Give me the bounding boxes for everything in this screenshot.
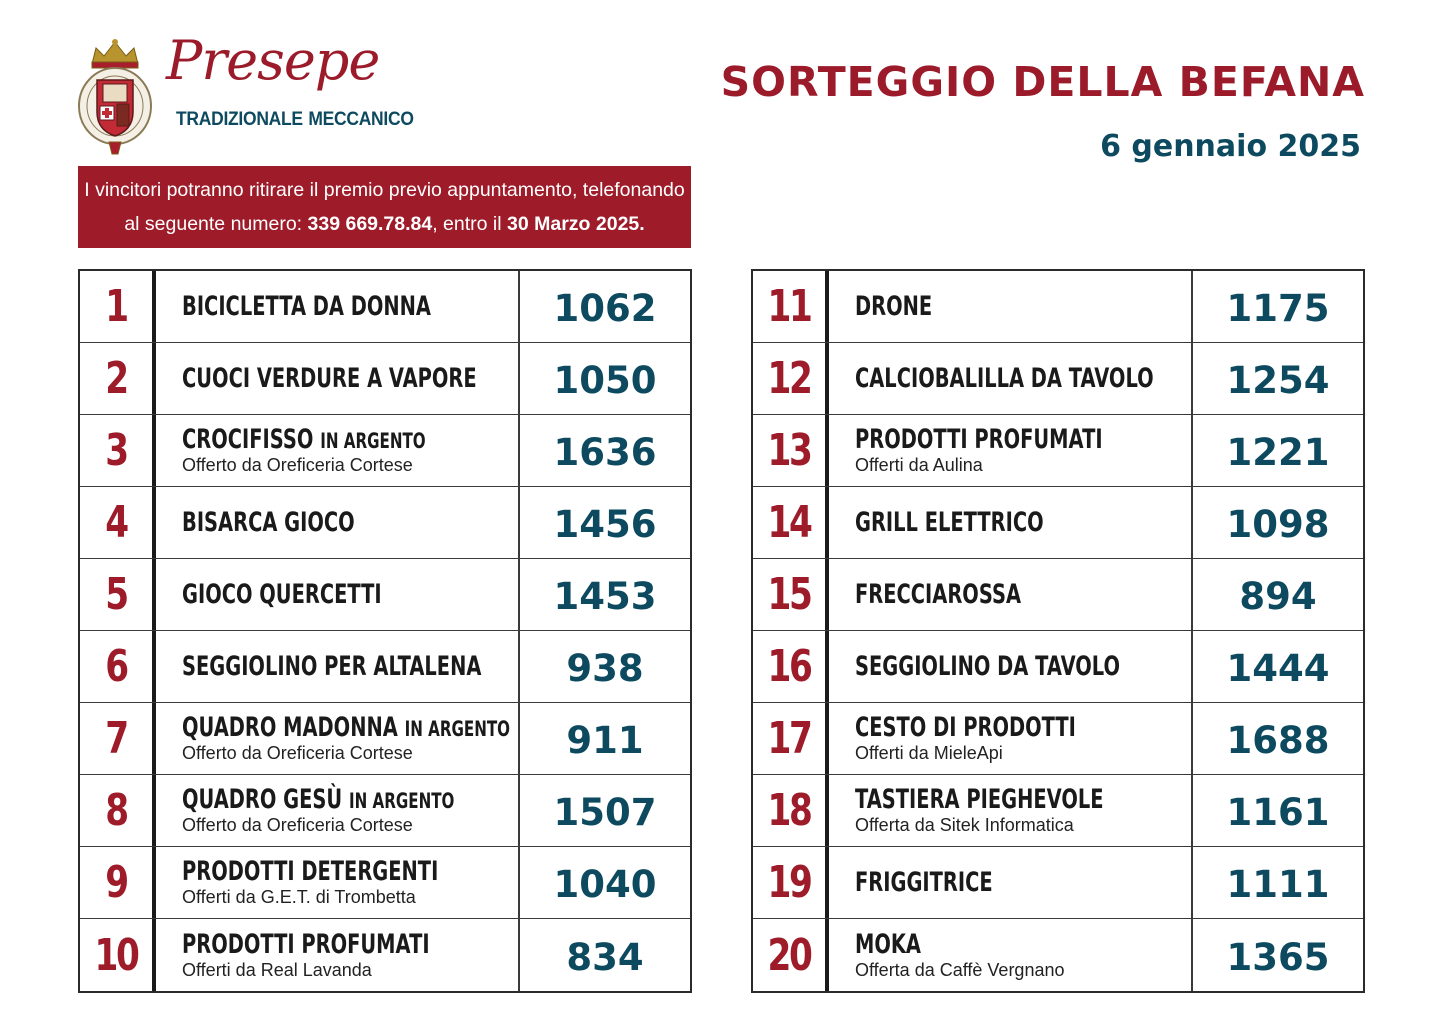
notice-line-1: I vincitori potranno ritirare il premio previo appuntamento, telefonando xyxy=(84,179,685,201)
prize-number: 13 xyxy=(767,425,811,476)
column-divider xyxy=(825,415,829,486)
column-divider xyxy=(825,559,829,630)
prize-number: 1 xyxy=(105,281,127,332)
table-row xyxy=(753,847,1363,919)
table-row xyxy=(753,487,1363,559)
column-divider xyxy=(152,415,156,486)
table-row xyxy=(753,415,1363,487)
prize-number: 4 xyxy=(105,497,127,548)
table-row xyxy=(753,343,1363,415)
prize-number: 16 xyxy=(767,641,811,692)
prize-name: PRODOTTI PROFUMATI xyxy=(182,928,430,960)
prize-name: QUADRO GESÙ xyxy=(182,784,343,816)
table-row xyxy=(80,487,690,559)
prize-name: QUADRO MADONNA xyxy=(182,712,398,744)
winning-ticket-number: 1254 xyxy=(1226,359,1330,402)
column-divider xyxy=(825,847,829,918)
notice-banner xyxy=(78,166,691,248)
prize-name-line xyxy=(855,784,1104,816)
table-row xyxy=(80,775,690,847)
prize-donor: Offerto da Oreficeria Cortese xyxy=(182,815,413,836)
column-divider xyxy=(152,775,156,846)
prize-description xyxy=(855,847,1191,918)
prize-name: CALCIOBALILLA DA TAVOLO xyxy=(855,363,1154,394)
winning-ticket-number: 911 xyxy=(566,719,644,762)
prize-number: 7 xyxy=(105,713,127,764)
prize-name: CROCIFISSO xyxy=(182,424,314,456)
coat-of-arms-icon xyxy=(76,38,154,156)
prize-description xyxy=(855,631,1191,702)
notice-phone: 339 669.78.84 xyxy=(307,213,433,235)
column-divider xyxy=(825,343,829,414)
prize-description xyxy=(182,559,518,630)
notice-deadline: 30 Marzo 2025. xyxy=(507,213,645,235)
table-row xyxy=(753,559,1363,631)
prize-name-line xyxy=(182,363,477,394)
prize-name-line xyxy=(855,581,1097,608)
prize-name-line xyxy=(182,856,439,888)
winning-ticket-number: 834 xyxy=(566,935,644,979)
winning-ticket-number: 1175 xyxy=(1226,287,1330,330)
column-divider xyxy=(152,631,156,702)
column-divider xyxy=(825,487,829,558)
page-title: SORTEGGIO DELLA BEFANA xyxy=(720,58,1365,106)
prize-material: IN ARGENTO xyxy=(404,717,511,742)
prize-name: SEGGIOLINO PER ALTALENA xyxy=(182,651,482,682)
table-row xyxy=(80,343,690,415)
column-divider xyxy=(152,271,156,342)
winning-ticket-number: 1636 xyxy=(553,431,657,474)
prize-description xyxy=(855,271,1191,342)
column-divider xyxy=(825,271,829,342)
prize-number: 8 xyxy=(105,785,127,836)
table-row xyxy=(80,271,690,343)
prize-description xyxy=(182,847,518,918)
prize-name: PRODOTTI DETERGENTI xyxy=(182,856,439,888)
column-divider xyxy=(825,919,829,991)
notice-line-2-mid: , entro il xyxy=(432,213,508,235)
winning-ticket-number: 1050 xyxy=(553,359,657,402)
column-divider xyxy=(152,487,156,558)
prize-description xyxy=(855,415,1191,486)
column-divider xyxy=(152,703,156,774)
prize-name: TASTIERA PIEGHEVOLE xyxy=(855,784,1104,816)
prize-name: GIOCO QUERCETTI xyxy=(182,579,382,610)
prize-description xyxy=(182,919,518,991)
prize-description xyxy=(182,343,518,414)
prize-name-line xyxy=(182,784,455,816)
prize-number: 18 xyxy=(767,785,811,836)
prize-name-line xyxy=(855,869,1097,896)
prize-name-line xyxy=(855,509,1097,536)
prize-material: IN ARGENTO xyxy=(320,429,426,454)
winning-ticket-number: 1062 xyxy=(553,287,657,330)
prize-number: 19 xyxy=(767,857,811,908)
prize-number: 3 xyxy=(105,425,127,476)
table-row xyxy=(753,631,1363,703)
prize-description xyxy=(182,703,518,774)
column-divider xyxy=(152,559,156,630)
brand-logo-text: Presepe xyxy=(166,29,380,92)
prize-number: 20 xyxy=(767,929,811,981)
prize-number: 11 xyxy=(767,281,811,332)
prize-name: SEGGIOLINO DA TAVOLO xyxy=(855,651,1121,682)
prize-donor: Offerto da Oreficeria Cortese xyxy=(182,455,413,476)
prize-donor: Offerta da Sitek Informatica xyxy=(855,815,1074,836)
notice-line-2 xyxy=(78,207,691,241)
prize-description xyxy=(182,487,518,558)
column-divider xyxy=(825,775,829,846)
prize-donor: Offerti da MieleApi xyxy=(855,743,1003,764)
column-divider xyxy=(152,847,156,918)
winning-ticket-number: 1098 xyxy=(1226,503,1330,546)
prize-name: DRONE xyxy=(855,291,933,322)
prize-name-line xyxy=(855,651,1121,682)
prize-donor: Offerti da Real Lavanda xyxy=(182,959,372,980)
brand-subtitle-2: MECCANICO xyxy=(308,109,414,130)
prize-donor: Offerti da G.E.T. di Trombetta xyxy=(182,887,416,908)
winning-ticket-number: 1365 xyxy=(1226,935,1330,979)
prize-material: IN ARGENTO xyxy=(348,789,455,814)
winning-ticket-number: 1688 xyxy=(1226,719,1330,762)
winning-ticket-number: 1456 xyxy=(553,503,657,546)
table-row xyxy=(753,703,1363,775)
prize-name-line xyxy=(182,581,424,608)
prize-name: FRECCIAROSSA xyxy=(855,579,1022,610)
winning-ticket-number: 1453 xyxy=(553,575,657,618)
prize-number: 15 xyxy=(767,569,811,620)
prize-name-line xyxy=(855,293,1097,320)
winning-ticket-number: 1040 xyxy=(553,863,657,906)
prize-donor: Offerti da Aulina xyxy=(855,455,983,476)
event-date: 6 gennaio 2025 xyxy=(1100,129,1361,164)
prize-description xyxy=(182,415,518,486)
winning-ticket-number: 894 xyxy=(1239,575,1317,618)
table-row xyxy=(80,847,690,919)
column-divider xyxy=(152,919,156,991)
brand-subtitle-1: TRADIZIONALE xyxy=(176,109,303,130)
prize-name: CESTO DI PRODOTTI xyxy=(855,712,1076,744)
prize-description xyxy=(182,631,518,702)
prize-description xyxy=(855,487,1191,558)
table-row xyxy=(80,631,690,703)
prize-name: FRIGGITRICE xyxy=(855,867,993,898)
table-row xyxy=(80,703,690,775)
winning-ticket-number: 1444 xyxy=(1226,647,1330,690)
prize-number: 9 xyxy=(105,857,127,908)
table-row xyxy=(753,775,1363,847)
prize-name: CUOCI VERDURE A VAPORE xyxy=(182,363,477,394)
prize-number: 6 xyxy=(105,641,127,692)
winning-ticket-number: 938 xyxy=(566,647,644,690)
prize-name: GRILL ELETTRICO xyxy=(855,507,1044,538)
prize-name: BISARCA GIOCO xyxy=(182,507,355,538)
winning-ticket-number: 1507 xyxy=(553,791,657,834)
prize-name-line xyxy=(182,291,431,322)
table-row xyxy=(80,559,690,631)
prize-number: 10 xyxy=(94,929,138,981)
column-divider xyxy=(152,343,156,414)
prize-name-line xyxy=(855,363,1154,394)
prize-table-left xyxy=(78,269,692,993)
winning-ticket-number: 1161 xyxy=(1226,791,1330,834)
winning-ticket-number: 1111 xyxy=(1226,863,1330,906)
prize-name-line xyxy=(855,712,1097,744)
prize-name-line xyxy=(182,928,430,960)
prize-description xyxy=(855,703,1191,774)
table-row xyxy=(80,415,690,487)
column-divider xyxy=(825,631,829,702)
prize-name-line xyxy=(182,424,426,456)
prize-number: 14 xyxy=(767,497,811,548)
prize-name: MOKA xyxy=(855,928,921,960)
prize-description xyxy=(182,775,518,846)
prize-donor: Offerto da Oreficeria Cortese xyxy=(182,743,413,764)
prize-description xyxy=(855,919,1191,991)
brand-subtitle xyxy=(176,110,414,129)
prize-description xyxy=(855,775,1191,846)
table-row xyxy=(80,919,690,991)
prize-name-line xyxy=(182,651,482,682)
table-row xyxy=(753,919,1363,991)
prize-name-line xyxy=(855,424,1103,456)
prize-number: 2 xyxy=(105,353,127,404)
column-divider xyxy=(825,703,829,774)
prize-name-line xyxy=(182,712,511,744)
prize-number: 5 xyxy=(105,569,127,620)
prize-number: 12 xyxy=(767,353,811,404)
prize-description xyxy=(855,559,1191,630)
prize-table-right xyxy=(751,269,1365,993)
prize-name: BICICLETTA DA DONNA xyxy=(182,291,431,322)
prize-description xyxy=(855,343,1191,414)
prize-description xyxy=(182,271,518,342)
winning-ticket-number: 1221 xyxy=(1226,431,1330,474)
table-row xyxy=(753,271,1363,343)
prize-name-line xyxy=(855,928,1097,960)
prize-donor: Offerta da Caffè Vergnano xyxy=(855,959,1065,980)
notice-line-2-pre: al seguente numero: xyxy=(124,213,308,235)
prize-name-line xyxy=(182,509,424,536)
prize-number: 17 xyxy=(767,713,811,764)
prize-name: PRODOTTI PROFUMATI xyxy=(855,424,1103,456)
